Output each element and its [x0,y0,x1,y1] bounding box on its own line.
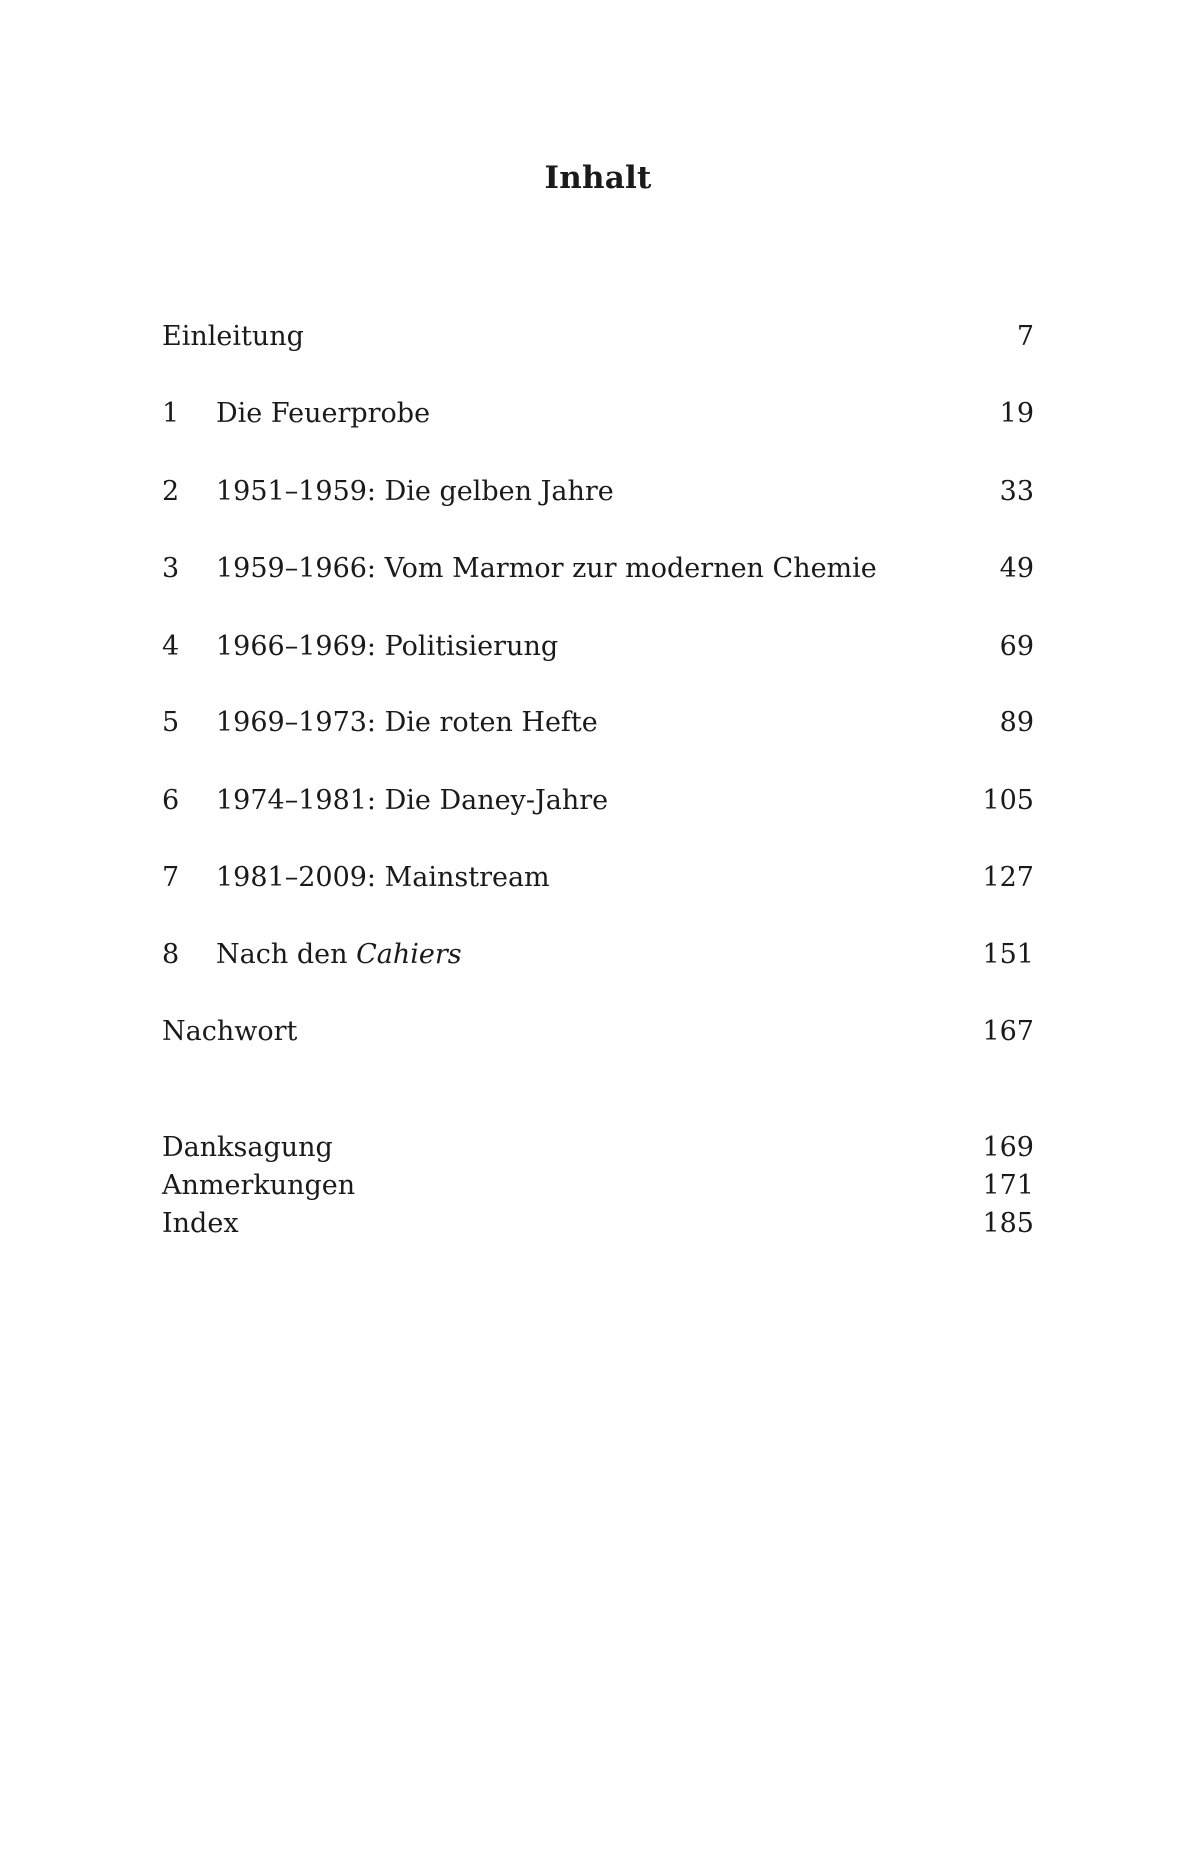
toc-entry-label: Die Feuerprobe [216,398,431,429]
toc-entry-label [216,935,462,975]
chapter-number: 1 [162,398,180,429]
chapter-number: 3 [162,553,180,584]
toc-entry-chapter-7 [162,858,1034,898]
chapter-number: 2 [162,476,180,507]
toc-entry-chapter-2 [162,472,1034,512]
toc-entry-page: 105 [982,785,1034,816]
toc-entry-page: 167 [982,1016,1034,1047]
toc-entry-page: 169 [982,1132,1034,1163]
toc-entry-chapter-4 [162,627,1034,667]
toc-entry-page: 7 [1016,321,1034,352]
toc-entry-page: 151 [982,939,1034,970]
toc-entry-label: Einleitung [162,321,304,352]
chapter-number: 5 [162,707,180,738]
toc-entry-label: Danksagung [162,1132,333,1163]
toc-entry-label: Index [162,1208,239,1239]
toc-entry-page: 33 [999,476,1034,507]
chapter-number: 8 [162,939,180,970]
toc-entry-label: 1966–1969: Politisierung [216,631,559,662]
toc-entry-page: 185 [982,1208,1034,1239]
toc-appendix-danksagung [162,1128,1034,1168]
toc-entry-label: 1959–1966: Vom Marmor zur modernen Chemie [216,553,877,584]
toc-appendix-anmerkungen [162,1166,1034,1206]
toc-entry-chapter-6 [162,781,1034,821]
toc-appendix-index [162,1204,1034,1244]
toc-entry-label: Anmerkungen [162,1170,356,1201]
toc-entry-chapter-8 [162,935,1034,975]
toc-entry-label: 1974–1981: Die Daney-Jahre [216,785,609,816]
toc-entry-label: 1969–1973: Die roten Hefte [216,707,598,738]
toc-entry-label-italic: Cahiers [356,939,462,970]
toc-entry-label: 1981–2009: Mainstream [216,862,550,893]
toc-entry-label: Nachwort [162,1016,298,1047]
toc-entry-einleitung [162,317,1034,357]
chapter-number: 6 [162,785,180,816]
chapter-number: 7 [162,862,180,893]
toc-entry-label: 1951–1959: Die gelben Jahre [216,476,614,507]
toc-entry-chapter-1 [162,394,1034,434]
toc-entry-chapter-3 [162,549,1034,589]
page-title: Inhalt [544,160,652,196]
chapter-number: 4 [162,631,180,662]
toc-entry-page: 19 [999,398,1034,429]
toc-entry-page: 171 [982,1170,1034,1201]
toc-entry-page: 127 [982,862,1034,893]
toc-entry-label-plain: Nach den [216,939,357,970]
toc-entry-nachwort [162,1012,1034,1052]
toc-entry-chapter-5 [162,703,1034,743]
toc-entry-page: 69 [999,631,1034,662]
toc-entry-page: 49 [999,553,1034,584]
toc-entry-page: 89 [999,707,1034,738]
